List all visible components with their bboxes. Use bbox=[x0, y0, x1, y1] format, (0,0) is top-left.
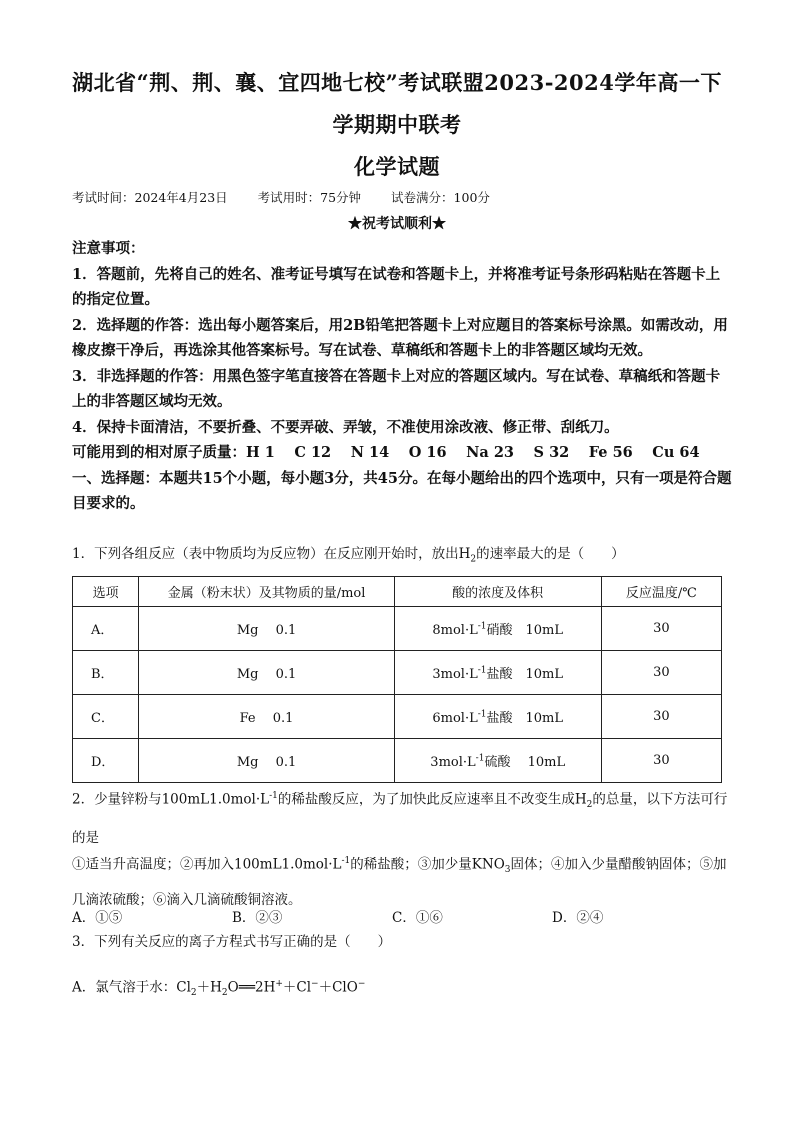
question-2-choices bbox=[72, 906, 732, 926]
metal-cell: Fe 0.1 bbox=[139, 695, 394, 739]
option-cell: D． bbox=[73, 739, 139, 783]
good-luck-banner: ★祝考试顺利★ bbox=[348, 216, 446, 232]
metal-cell: Mg 0.1 bbox=[139, 651, 394, 695]
table-header-cell: 反应温度/℃ bbox=[601, 577, 721, 607]
metal-cell: Mg 0.1 bbox=[139, 739, 394, 783]
subject-title: 化学试题 bbox=[354, 154, 440, 179]
exam-time: 考试时间：2024年4月23日 bbox=[72, 190, 228, 205]
note-item-3: 3．非选择题的作答：用黑色签字笔直接答在答题卡上对应的答题区域内。写在试卷、草稿纸和答题卡上的非答题区域均无效。 bbox=[72, 367, 721, 410]
choice-b: B．②③ bbox=[232, 910, 283, 926]
table-header-row bbox=[73, 577, 722, 607]
table-header-cell: 选项 bbox=[73, 577, 139, 607]
table-row bbox=[73, 739, 722, 783]
table-row bbox=[73, 607, 722, 651]
table-row bbox=[73, 651, 722, 695]
metal-cell: Mg 0.1 bbox=[139, 607, 394, 651]
temp-cell: 30 bbox=[601, 739, 721, 783]
note-item-2: 2．选择题的作答：选出每小题答案后，用2B铅笔把答题卡上对应题目的答案标号涂黑。如需改动，用橡皮擦干净后，再选涂其他答案标号。写在试卷、草稿纸和答题卡上的非答题区域均无效。 bbox=[72, 316, 728, 359]
exam-duration: 考试用时：75分钟 bbox=[257, 190, 362, 205]
temp-cell: 30 bbox=[601, 651, 721, 695]
atomic-mass-line: 可能用到的相对原子质量：H 1 C 12 N 14 O 16 Na 23 S 32 Fe 56 Cu 64 bbox=[72, 444, 700, 461]
temp-cell: 30 bbox=[601, 695, 721, 739]
question-3-option-a: A．氯气溶于水：$Cl_2+H_2O══2H^++Cl^-+ClO^-$ bbox=[72, 979, 366, 999]
notes-heading: 注意事项： bbox=[72, 240, 145, 257]
section-one-heading: 一、选择题：本题共15个小题，每小题3分，共45分。在每小题给出的四个选项中，只有一项是符合题目要求的。 bbox=[72, 469, 732, 512]
acid-cell: $8mol\cdot L^{-1}$硝酸 10mL bbox=[394, 607, 601, 651]
note-item-1: 1．答题前，先将自己的姓名、准考证号填写在试卷和答题卡上，并将准考证号条形码粘贴在答题卡上的指定位置。 bbox=[72, 265, 721, 308]
option-cell: C． bbox=[73, 695, 139, 739]
exam-notes bbox=[72, 236, 732, 517]
table-row bbox=[73, 695, 722, 739]
choice-c: C．①⑥ bbox=[392, 910, 443, 926]
note-item-4: 4．保持卡面清洁，不要折叠、不要弄破、弄皱，不准使用涂改液、修正带、刮纸刀。 bbox=[72, 418, 619, 436]
question-3-stem: 3．下列有关反应的离子方程式书写正确的是（ ） bbox=[72, 934, 392, 950]
table-header-cell: 金属（粉末状）及其物质的量/mol bbox=[139, 577, 394, 607]
exam-title-line2: 学期期中联考 bbox=[332, 112, 462, 137]
exam-title-line1: 湖北省“荆、荆、襄、宜四地七校”考试联盟2023-2024学年高一下 bbox=[72, 70, 722, 95]
option-cell: A． bbox=[73, 607, 139, 651]
choice-d: D．②④ bbox=[552, 910, 604, 926]
question-2-stem: 2．少量锌粉与$100mL1.0mol\cdot L^{-1}$的稀盐酸反应，为了加快此反应速率且不改变生成$H_2$的总量，以下方法可行的是 bbox=[72, 791, 728, 847]
question-2-conditions: ①适当升高温度；②再加入$100mL1.0mol\cdot L^{-1}$的稀盐酸；③加少量$KNO_3$固体；④加入少量醋酸钠固体；⑤加几滴浓硫酸；⑥滴入几滴硫酸铜溶液。 bbox=[72, 856, 727, 909]
acid-cell: $3mol\cdot L^{-1}$盐酸 10mL bbox=[394, 651, 601, 695]
temp-cell: 30 bbox=[601, 607, 721, 651]
option-cell: B． bbox=[73, 651, 139, 695]
acid-cell: $6mol\cdot L^{-1}$盐酸 10mL bbox=[394, 695, 601, 739]
exam-meta bbox=[72, 188, 516, 206]
question-1-stem: 1．下列各组反应（表中物质均为反应物）在反应刚开始时，放出$H_2$的速率最大的是（ ） bbox=[72, 546, 625, 565]
question-1-table bbox=[72, 576, 722, 783]
table-header-cell: 酸的浓度及体积 bbox=[394, 577, 601, 607]
acid-cell: $3mol\cdot L^{-1}$硫酸 10mL bbox=[394, 739, 601, 783]
full-score: 试卷满分：100分 bbox=[391, 190, 490, 205]
choice-a: A．①⑤ bbox=[72, 910, 123, 926]
